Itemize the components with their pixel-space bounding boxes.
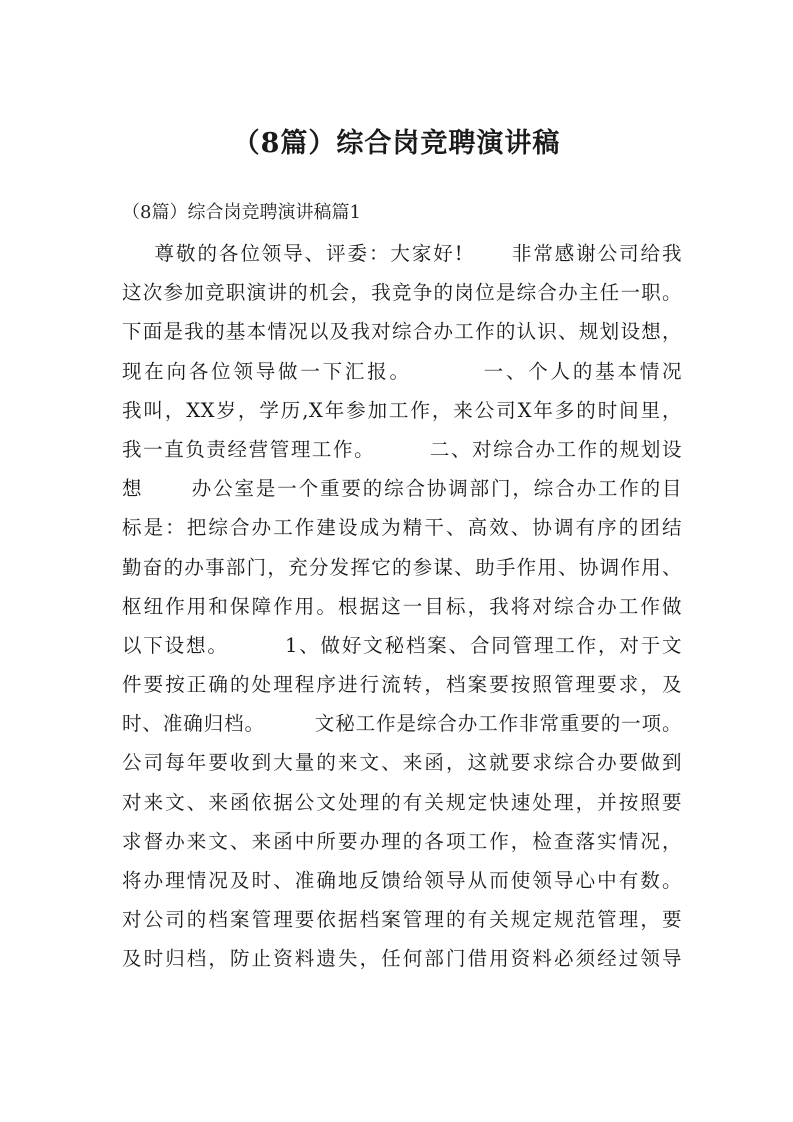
text-line: 想 办公室是一个重要的综合协调部门，综合办工作的目 (122, 477, 682, 501)
text-line: 枢纽作用和保障作用。根据这一目标，我将对综合办工作做 (122, 594, 682, 618)
text-line: 对公司的档案管理要依据档案管理的有关规定规范管理，要 (122, 908, 682, 932)
text-line: 求督办来文、来函中所要办理的各项工作，检查落实情况， (122, 829, 682, 853)
text-line: 下面是我的基本情况以及我对综合办工作的认识、规划设想， (122, 320, 682, 344)
section-heading: （8篇）综合岗竞聘演讲稿篇1 (122, 202, 361, 223)
text-line: 将办理情况及时、准确地反馈给领导从而使领导心中有数。 (122, 869, 682, 892)
document-title: （8篇）综合岗竞聘演讲稿 (232, 128, 561, 159)
text-line: 现在向各位领导做一下汇报。 一、个人的基本情况 (122, 359, 682, 383)
text-line: 我一直负责经营管理工作。 二、对综合办工作的规划设 (122, 437, 682, 461)
text-line: 以下设想。 1、做好文秘档案、合同管理工作，对于文 (122, 633, 682, 657)
text-line: 公司每年要收到大量的来文、来函，这就要求综合办要做到 (122, 751, 682, 775)
text-line: 勤奋的办事部门，充分发挥它的参谋、助手作用、协调作用、 (122, 555, 682, 579)
text-line: 件要按正确的处理程序进行流转，档案要按照管理要求，及 (122, 673, 682, 697)
text-line: 标是：把综合办工作建设成为精干、高效、协调有序的团结 (122, 516, 682, 540)
text-line: 及时归档，防止资料遗失，任何部门借用资料必须经过领导 (122, 947, 682, 971)
text-line: 时、准确归档。 文秘工作是综合办工作非常重要的一项。 (122, 712, 682, 736)
text-line: 对来文、来函依据公文处理的有关规定快速处理，并按照要 (122, 790, 682, 814)
text-line: 我叫，XX岁，学历,X年参加工作，来公司X年多的时间里， (122, 398, 682, 422)
body-text (122, 240, 682, 985)
text-line: 这次参加竞职演讲的机会，我竞争的岗位是综合办主任一职。 (122, 281, 682, 305)
text-line: 尊敬的各位领导、评委：大家好! 非常感谢公司给我 (122, 242, 682, 265)
